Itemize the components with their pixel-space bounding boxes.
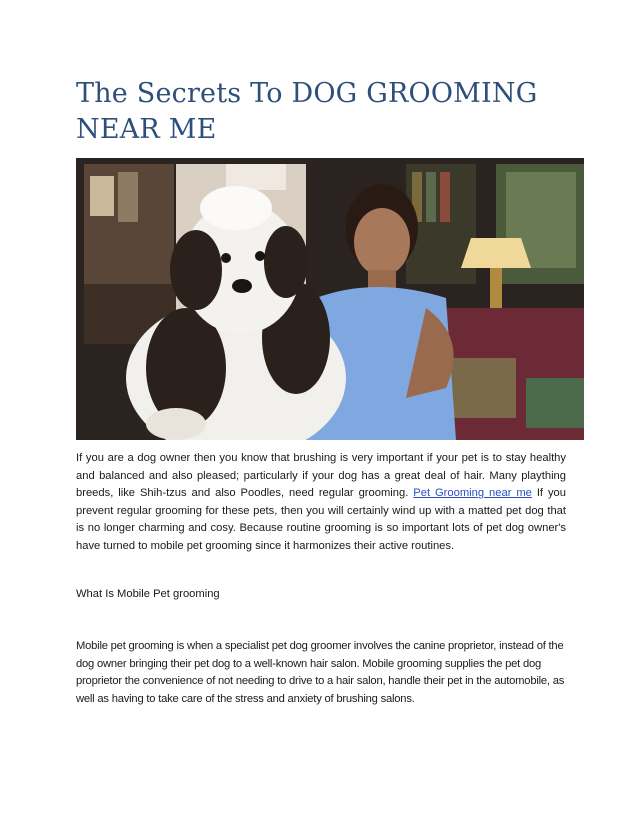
pet-grooming-link[interactable]: Pet Grooming near me xyxy=(413,487,532,500)
intro-text-after-link: If you prevent regular grooming for these pets, then you will certainly wind up with a matted pet dog that is no longer charming and cosy. Because routine grooming is so important lots of pet dog owner's have turned to mobile pet grooming since it harmonizes their active routines. xyxy=(76,487,566,552)
intro-paragraph xyxy=(76,450,566,556)
mobile-grooming-paragraph: Mobile pet grooming is when a specialist pet dog groomer involves the canine proprietor, instead of the dog owner bringing their pet dog to a well-known hair salon. Mobile grooming supplies the pet dog proprietor the convenience of not needing to drive to a hair salon, handle their pet in the automobile, as well as having to take care of the stress and anxiety of brushing salons. xyxy=(76,640,565,705)
section-heading: What Is Mobile Pet grooming xyxy=(76,588,220,600)
photo-illustration xyxy=(76,158,584,440)
intro-text-before-link: If you are a dog owner then you know that brushing is very important if your pet is to stay healthy and balanced and also pleased; particularly if your dog has a great deal of hair. Many plaything breeds, like Shih-tzus and also Poodles, need regular grooming. xyxy=(76,452,566,500)
dog-and-owner-photo xyxy=(76,158,584,440)
page-title: The Secrets To DOG GROOMING NEAR ME xyxy=(76,78,538,145)
